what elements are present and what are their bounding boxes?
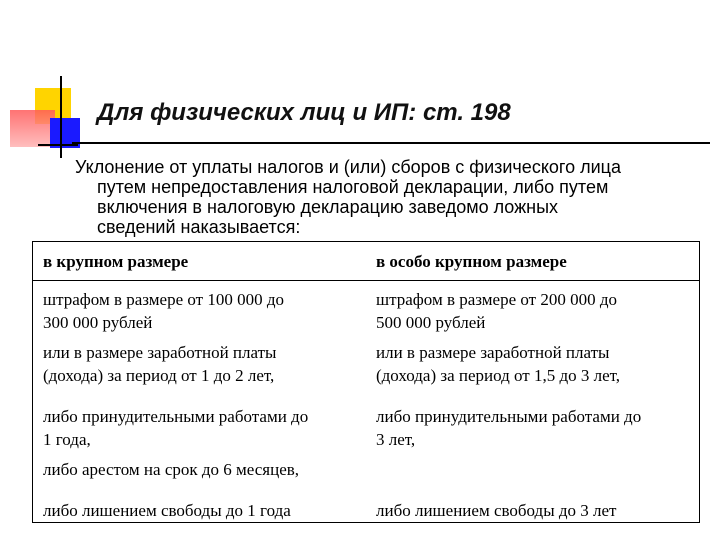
table-row: [33, 481, 700, 523]
decor-short-line: [38, 144, 78, 146]
intro-line: включения в налоговую декларацию заведомо ложных: [97, 197, 559, 217]
table-row: [33, 281, 700, 335]
table-cell: либо принудительными работами до 3 лет,: [376, 407, 642, 449]
decor-red-square: [10, 110, 55, 147]
intro-line: путем непредоставления налоговой декларации, либо путем: [97, 177, 609, 197]
table-header-row: [33, 242, 700, 281]
table-cell: либо лишением свободы до 3 лет: [376, 501, 617, 520]
table-cell: штрафом в размере от 200 000 до 500 000 рублей: [376, 290, 617, 332]
intro-line: Уклонение от уплаты налогов и (или) сборов с физического лица: [75, 157, 621, 177]
table-cell: штрафом в размере от 100 000 до 300 000 рублей: [43, 290, 284, 332]
table-cell: либо лишением свободы до 1 года: [43, 501, 291, 520]
intro-text: [75, 157, 715, 237]
table-cell: либо принудительными работами до 1 года,: [43, 407, 309, 449]
penalty-table: [32, 241, 700, 523]
intro-line: сведений наказывается:: [97, 217, 301, 237]
table-cell: или в размере заработной платы (дохода) за период от 1 до 2 лет,: [43, 343, 277, 385]
table-cell: [366, 451, 700, 481]
table-cell: или в размере заработной платы (дохода) за период от 1,5 до 3 лет,: [376, 343, 621, 385]
slide-title: Для физических лиц и ИП: ст. 198: [97, 99, 511, 126]
header-large-amount: в крупном размере: [33, 242, 367, 281]
title-underline: [72, 142, 710, 144]
table-row: [33, 387, 700, 451]
table-row: [33, 334, 700, 387]
table-row: [33, 451, 700, 481]
header-especially-large-amount: в особо крупном размере: [366, 242, 700, 281]
table-cell: либо арестом на срок до 6 месяцев,: [43, 460, 300, 479]
